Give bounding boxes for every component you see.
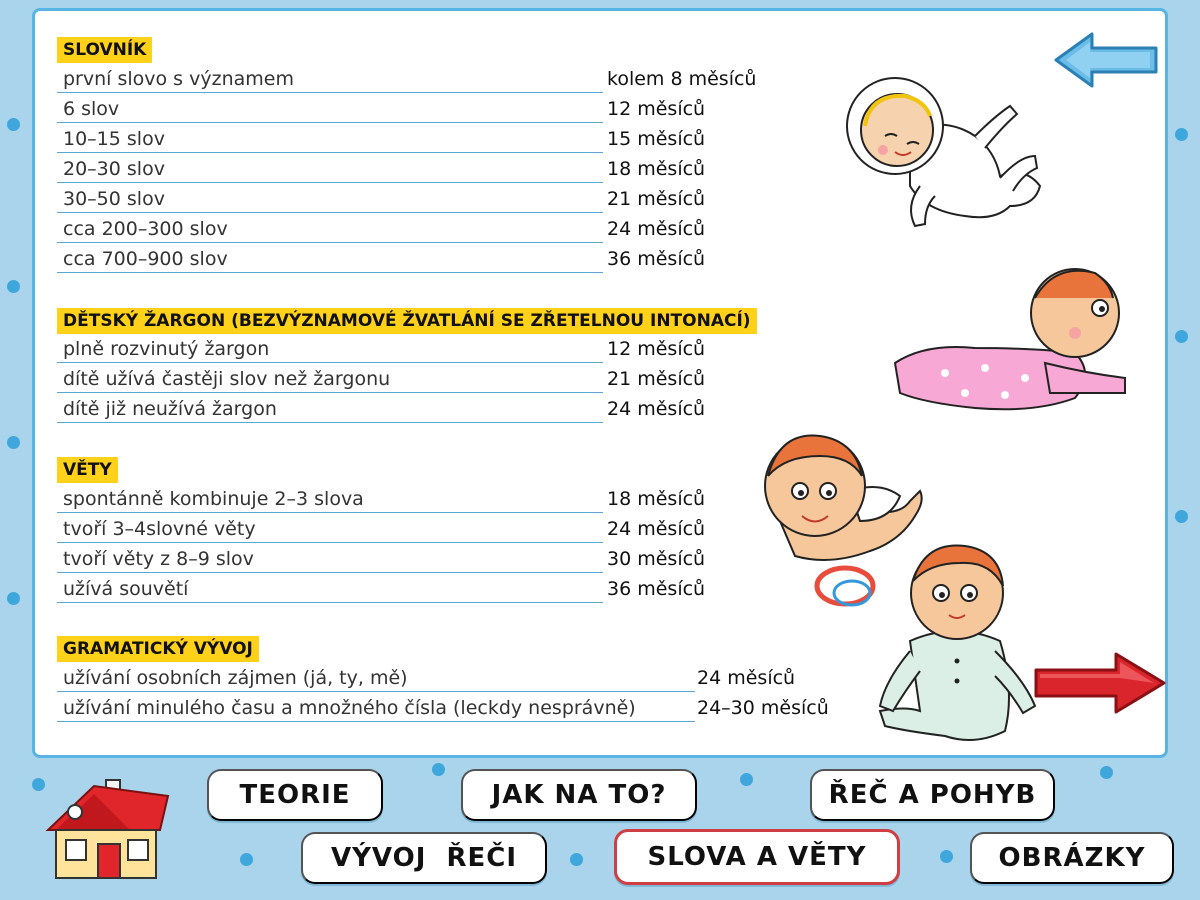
row-item: cca 700–900 slov (57, 243, 603, 273)
row-age: 12 měsíců (607, 98, 706, 120)
home-icon[interactable] (42, 774, 174, 886)
row-item: dítě již neužívá žargon (57, 393, 603, 423)
section-title-gramaticky-vyvoj: GRAMATICKÝ VÝVOJ (57, 636, 259, 662)
decor-dot (7, 436, 20, 449)
section-title-vety: VĚTY (57, 457, 118, 483)
row-item: plně rozvinutý žargon (57, 333, 603, 363)
row-age: 12 měsíců (607, 338, 706, 360)
decor-dot (1175, 510, 1188, 523)
back-arrow-icon[interactable] (1052, 28, 1162, 92)
row-age: 15 měsíců (607, 128, 706, 150)
row-item: užívání minulého času a množného čísla (leckdy nesprávně) (57, 692, 695, 722)
decor-dot (7, 118, 20, 131)
row-age: 36 měsíců (607, 578, 706, 600)
row-item: tvoří 3–4slovné věty (57, 513, 603, 543)
row-age: 24–30 měsíců (697, 697, 829, 719)
decor-dot (1175, 128, 1188, 141)
row-age: 21 měsíců (607, 188, 706, 210)
decor-dot (240, 853, 253, 866)
decor-dot (940, 850, 953, 863)
section-title-slovnik: SLOVNÍK (57, 37, 152, 63)
row-item: užívání osobních zájmen (já, ty, mě) (57, 662, 695, 692)
row-age: 18 měsíců (607, 488, 706, 510)
row-item: spontánně kombinuje 2–3 slova (57, 483, 603, 513)
decor-dot (432, 763, 445, 776)
row-item: první slovo s významem (57, 63, 603, 93)
baby-lying-illustration (825, 56, 1055, 236)
row-age: 24 měsíců (607, 218, 706, 240)
slova-a-vety-button[interactable]: SLOVA A VĚTY (614, 829, 900, 885)
row-item: 30–50 slov (57, 183, 603, 213)
rec-a-pohyb-button[interactable]: ŘEČ A POHYB (810, 769, 1055, 821)
row-age: 24 měsíců (607, 518, 706, 540)
decor-dot (570, 853, 583, 866)
jak-na-to-button[interactable]: JAK NA TO? (461, 769, 697, 821)
section-title-zargon: DĚTSKÝ ŽARGON (BEZVÝZNAMOVÉ ŽVATLÁNÍ SE ZŘETELNOU INTONACÍ) (57, 308, 757, 334)
row-age: kolem 8 měsíců (607, 68, 757, 90)
row-age: 18 měsíců (607, 158, 706, 180)
vyvoj-reci-button[interactable]: VÝVOJ ŘEČI (301, 832, 547, 884)
baby-crawling-illustration (885, 253, 1145, 423)
next-arrow-icon[interactable] (1032, 648, 1168, 718)
row-age: 36 měsíců (607, 248, 706, 270)
decor-dot (1175, 330, 1188, 343)
row-item: 10–15 slov (57, 123, 603, 153)
row-item: tvoří věty z 8–9 slov (57, 543, 603, 573)
decor-dot (7, 280, 20, 293)
decor-dot (1100, 766, 1113, 779)
row-item: cca 200–300 slov (57, 213, 603, 243)
row-age: 24 měsíců (697, 667, 796, 689)
teorie-button[interactable]: TEORIE (207, 769, 383, 821)
row-age: 21 měsíců (607, 368, 706, 390)
row-item: užívá souvětí (57, 573, 603, 603)
row-item: 6 slov (57, 93, 603, 123)
content-panel (32, 8, 1168, 758)
baby-sitting-illustration (865, 531, 1045, 761)
row-age: 24 měsíců (607, 398, 706, 420)
decor-dot (7, 592, 20, 605)
obrazky-button[interactable]: OBRÁZKY (970, 832, 1174, 884)
row-age: 30 měsíců (607, 548, 706, 570)
decor-dot (740, 773, 753, 786)
row-item: dítě užívá častěji slov než žargonu (57, 363, 603, 393)
row-item: 20–30 slov (57, 153, 603, 183)
